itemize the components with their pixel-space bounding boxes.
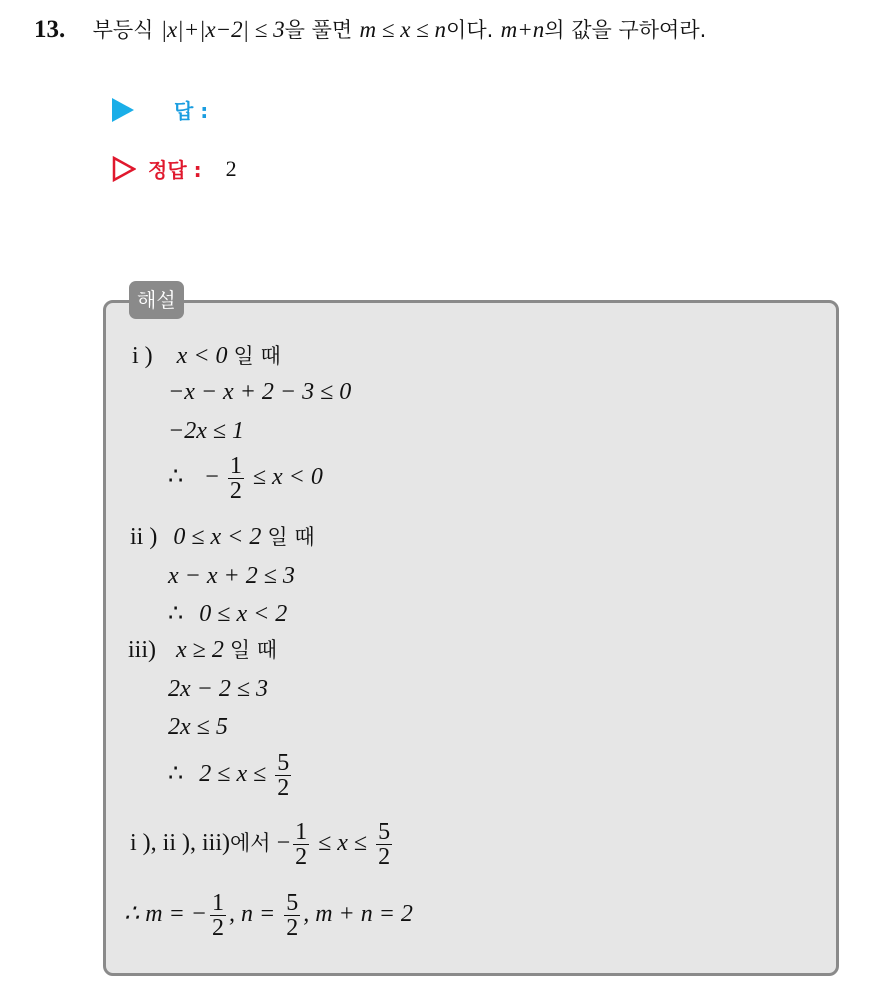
question-mid2: 이다.: [446, 18, 494, 42]
correct-answer-row: [112, 154, 237, 183]
correct-answer-label: 정답 :: [148, 158, 202, 182]
therefore-symbol: ∴: [168, 601, 184, 627]
case1-when: 일 때: [233, 344, 281, 368]
case3-line3-head: 2 ≤ x ≤: [199, 761, 267, 788]
case2-condition: 0 ≤ x < 2: [173, 524, 262, 550]
fraction-denominator: 2: [229, 478, 242, 504]
case2-line1: [168, 562, 295, 590]
case1-line1: [168, 378, 351, 406]
case1-header: [132, 342, 281, 370]
case1-condition: x < 0: [176, 343, 228, 369]
summary-cases: i ), ii ), iii): [130, 830, 230, 857]
question-number: 13.: [34, 16, 66, 43]
summary-mid: ≤ x ≤: [318, 830, 368, 857]
case3-line1-text: 2x − 2 ≤ 3: [168, 676, 269, 702]
case3-when: 일 때: [229, 638, 278, 662]
fraction-five-half: [376, 820, 392, 869]
therefore-symbol: ∴: [168, 761, 184, 788]
final-line: [124, 891, 413, 940]
question-suffix: 의 값을 구하여라.: [544, 18, 707, 42]
fraction-denominator: 2: [212, 915, 224, 941]
case3-line3: [168, 751, 294, 800]
fraction-five-half: [284, 891, 300, 940]
case1-line2-text: −2x ≤ 1: [168, 418, 245, 444]
final-n: , n =: [229, 901, 276, 928]
case1-line2: [168, 417, 244, 445]
fraction-numerator: 5: [378, 819, 391, 845]
fraction-numerator: 1: [212, 890, 224, 916]
fraction-one-half: [293, 820, 309, 869]
correct-answer-value: 2: [225, 155, 237, 181]
case2-line2: [168, 600, 287, 628]
case3-condition: x ≥ 2: [176, 637, 224, 663]
play-icon: [112, 98, 134, 122]
outline-triangle-icon: [112, 156, 136, 182]
fraction-numerator: 1: [229, 453, 242, 479]
case1-line3: [168, 454, 323, 503]
question-line: [34, 14, 706, 44]
fraction-numerator: 1: [295, 819, 308, 845]
summary-line: [130, 820, 395, 869]
case2-label: ii ): [130, 524, 158, 550]
case3-label: iii): [128, 637, 156, 663]
fraction-numerator: 5: [277, 750, 290, 776]
case2-when: 일 때: [267, 525, 315, 549]
case3-line2-text: 2x ≤ 5: [168, 714, 228, 740]
therefore-symbol: ∴: [168, 464, 184, 491]
case3-header: [128, 636, 277, 664]
case3-line2: [168, 713, 228, 741]
fraction-five-half: [275, 751, 291, 800]
final-result: , m + n = 2: [303, 901, 413, 928]
case3-line1: [168, 675, 268, 703]
fraction-one-half: [210, 891, 226, 940]
fraction-denominator: 2: [295, 844, 308, 870]
summary-ko: 에서: [229, 831, 271, 856]
solution-tab: 해설: [129, 281, 184, 319]
case2-header: [130, 523, 315, 551]
fraction-denominator: 2: [277, 775, 290, 801]
case2-line1-text: x − x + 2 ≤ 3: [168, 563, 295, 589]
question-mid: 을 풀면: [284, 18, 353, 42]
case1-label: i ): [132, 343, 153, 369]
question-expr: m+n: [500, 17, 545, 42]
fraction-one-half: [228, 454, 244, 503]
minus-sign: −: [205, 464, 219, 491]
answer-label: 답 :: [174, 99, 209, 123]
case2-line2-text: 0 ≤ x < 2: [199, 601, 288, 627]
question-prefix: 부등식: [92, 18, 154, 42]
final-m: ∴ m = −: [124, 901, 207, 928]
fraction-numerator: 5: [286, 890, 299, 916]
case1-line1-text: −x − x + 2 − 3 ≤ 0: [168, 379, 352, 405]
minus-sign: −: [276, 830, 291, 857]
fraction-denominator: 2: [378, 844, 391, 870]
question-range: m ≤ x ≤ n: [359, 17, 447, 42]
answer-row: [112, 95, 208, 124]
fraction-denominator: 2: [286, 915, 299, 941]
case1-line3-tail: ≤ x < 0: [252, 464, 323, 491]
question-inequality: |x|+|x−2| ≤ 3: [160, 17, 285, 42]
